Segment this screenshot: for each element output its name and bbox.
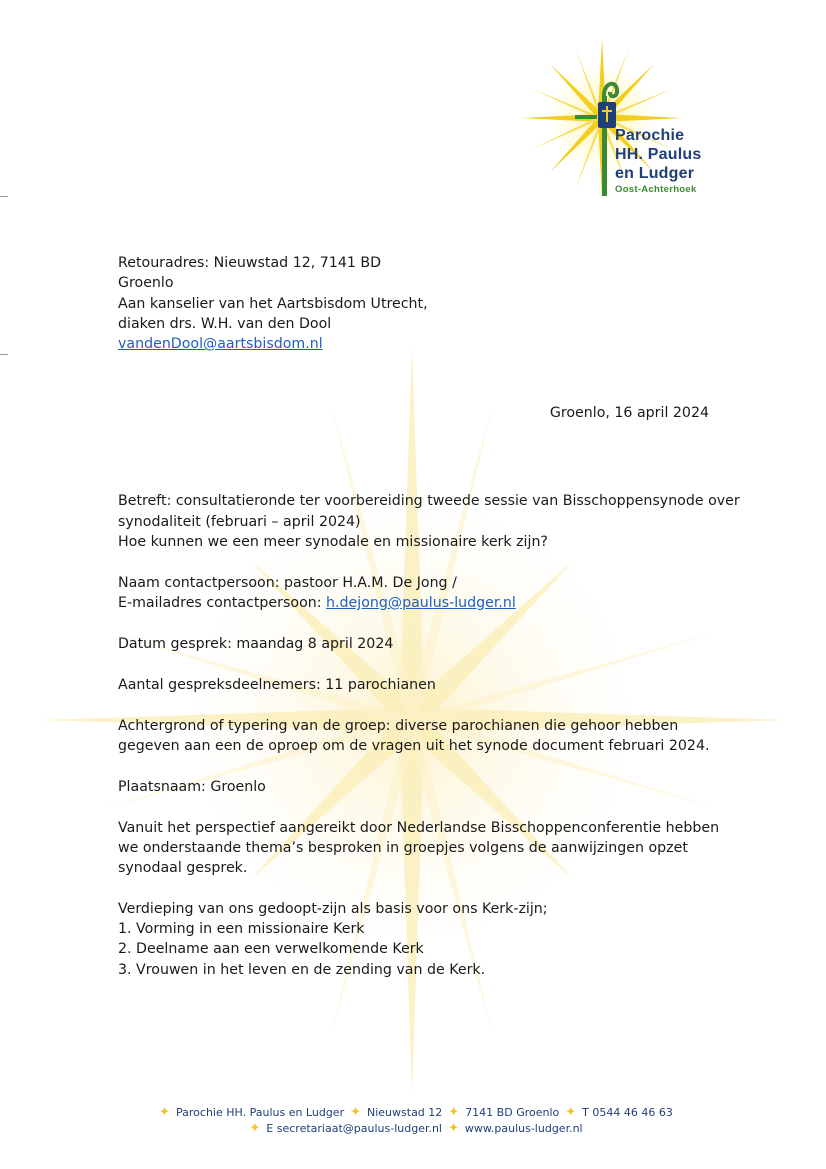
logo-line-2: HH. Paulus: [615, 146, 702, 163]
footer-parish-name: Parochie HH. Paulus en Ludger: [176, 1106, 345, 1119]
achtergrond-line-1: Achtergrond of typering van de groep: diverse parochianen die gehoor hebben: [118, 718, 679, 734]
return-address: Retouradres: Nieuwstad 12, 7141 BD: [118, 255, 382, 271]
star-icon: ✦: [565, 1105, 577, 1120]
fold-mark-middle: [0, 354, 8, 355]
contact-email-label: E-mailadres contactpersoon:: [118, 595, 327, 611]
contact-email-link[interactable]: h.dejong@paulus-ludger.nl: [326, 595, 516, 611]
perspectief-line-3: synodaal gesprek.: [118, 860, 248, 876]
logo-line-3: en Ludger: [615, 165, 695, 182]
star-icon: ✦: [159, 1105, 171, 1120]
list-item: 1. Vorming in een missionaire Kerk: [118, 921, 365, 937]
parish-logo-text: [615, 126, 701, 197]
plaatsnaam: Plaatsnaam: Groenlo: [118, 779, 266, 795]
subject-line-2: synodaliteit (februari – april 2024): [118, 514, 361, 530]
datum-gesprek: Datum gesprek: maandag 8 april 2024: [118, 636, 394, 652]
perspectief-line-2: we onderstaande thema’s besproken in groepjes volgens de aanwijzingen opzet: [118, 840, 688, 856]
recipient-email-link[interactable]: vandenDool@aartsbisdom.nl: [118, 336, 323, 352]
aantal-deelnemers: Aantal gespreksdeelnemers: 11 parochianen: [118, 677, 436, 693]
footer-email[interactable]: E secretariaat@paulus-ludger.nl: [266, 1122, 442, 1135]
list-item: 2. Deelname aan een verwelkomende Kerk: [118, 941, 424, 957]
return-address-city: Groenlo: [118, 275, 174, 291]
star-icon: ✦: [350, 1105, 361, 1120]
star-icon: ✦: [448, 1121, 459, 1136]
footer-street: Nieuwstad 12: [367, 1106, 443, 1119]
recipient-name: diaken drs. W.H. van den Dool: [118, 316, 332, 332]
footer-city: 7141 BD Groenlo: [465, 1106, 560, 1119]
perspectief-line-1: Vanuit het perspectief aangereikt door Nederlandse Bisschoppenconferentie hebben: [118, 820, 720, 836]
footer-line-2: [0, 1121, 826, 1136]
recipient-email-row: [118, 334, 323, 355]
letter-date: Groenlo, 16 april 2024: [549, 405, 709, 421]
footer-line-1: [0, 1105, 826, 1120]
star-icon: ✦: [249, 1121, 261, 1136]
themas-intro: Verdieping van ons gedoopt-zijn als basis voor ons Kerk-zijn;: [118, 901, 548, 917]
list-item: 3. Vrouwen in het leven en de zending van de Kerk.: [118, 962, 486, 978]
contact-email-row: [118, 593, 516, 614]
logo-subtitle: Oost-Achterhoek: [615, 184, 697, 195]
subject-line-1: Betreft: consultatieronde ter voorbereiding tweede sessie van Bisschoppensynode over: [118, 493, 740, 509]
logo-line-1: Parochie: [615, 127, 685, 144]
recipient-line: Aan kanselier van het Aartsbisdom Utrecht,: [118, 296, 428, 312]
footer-phone: T 0544 46 46 63: [582, 1106, 673, 1119]
footer-website[interactable]: www.paulus-ludger.nl: [464, 1122, 583, 1135]
contact-name: Naam contactpersoon: pastoor H.A.M. De Jong /: [118, 575, 457, 591]
subject-question: Hoe kunnen we een meer synodale en missionaire kerk zijn?: [118, 534, 548, 550]
fold-mark-top: [0, 196, 8, 197]
achtergrond-line-2: gegeven aan een de oproep om de vragen uit het synode document februari 2024.: [118, 738, 710, 754]
star-icon: ✦: [448, 1105, 460, 1120]
